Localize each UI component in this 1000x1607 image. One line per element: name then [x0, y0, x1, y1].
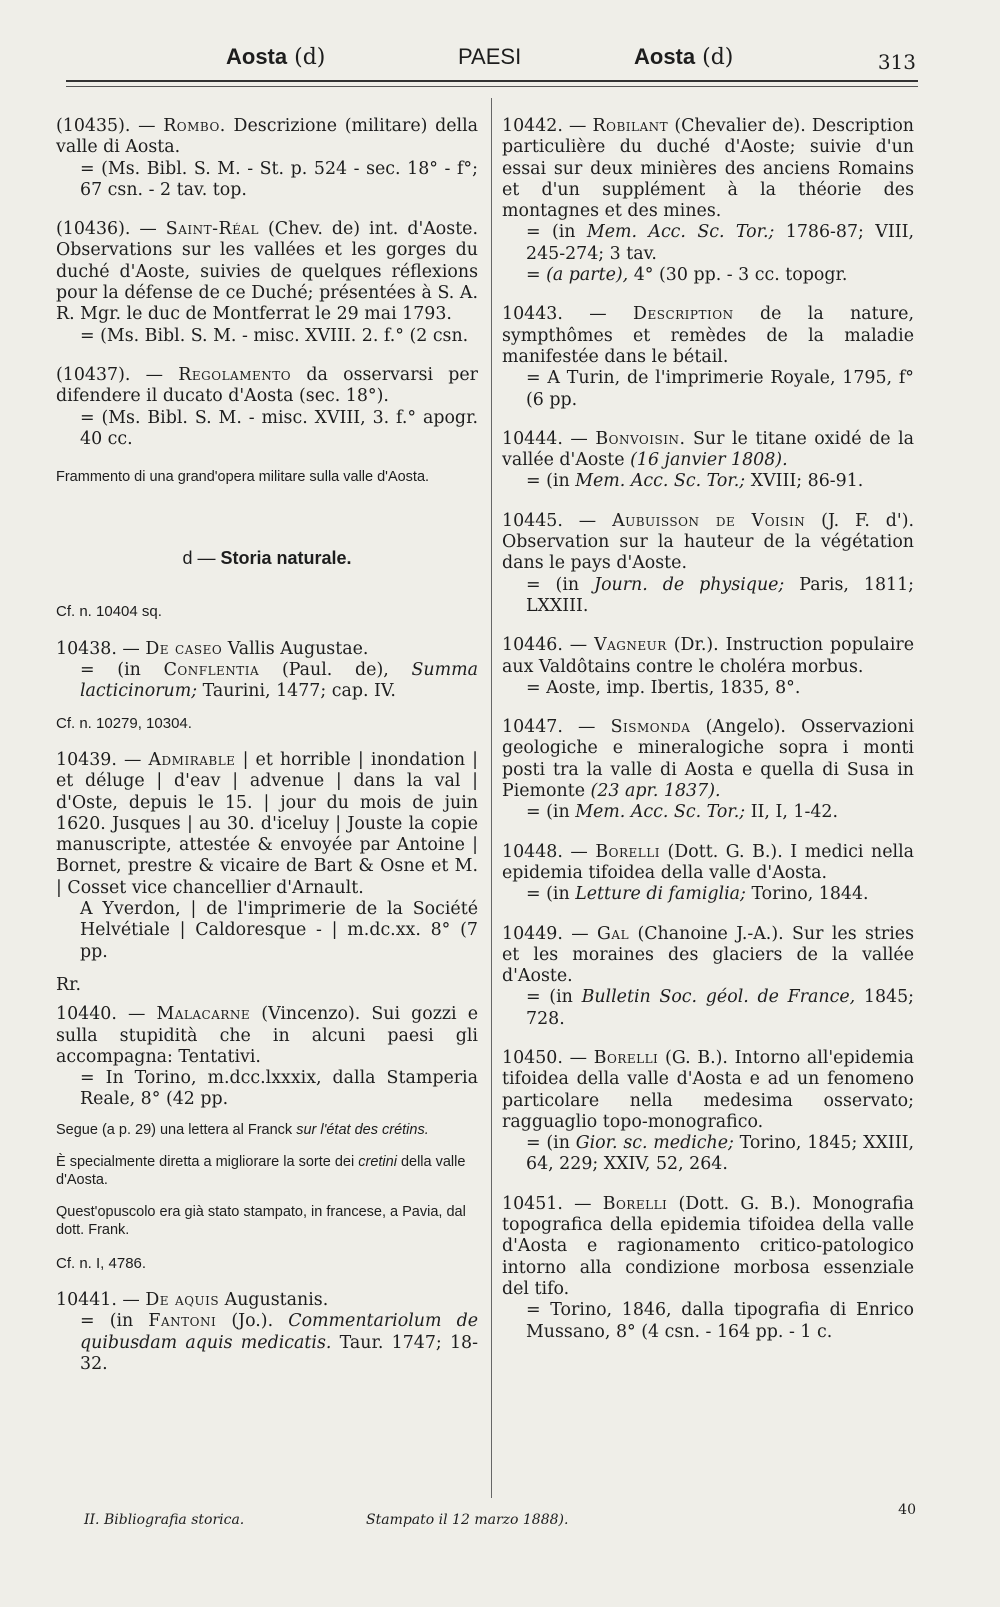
cross-reference: Cf. n. 10404 sq. — [56, 603, 162, 621]
column-divider — [491, 98, 492, 1498]
entry-10440: 10440. — Malacarne (Vincenzo). Sui gozzi e sulla stupidità che in alcuni paesi gli accompagna: Tentativi. = In Torino, m.dcc.lxxxix, dalla Stamperia Reale, 8° (42 pp. — [56, 1004, 478, 1110]
right-column — [502, 116, 914, 1361]
entry-10444: 10444. — Bonvoisin. Sur le titane oxidé de la vallée d'Aoste (16 janvier 1808). = (in Mem. Acc. Sc. Tor.; XVIII; 86-91. — [502, 428, 914, 492]
entry-10445: 10445. — Aubuisson de Voisin (J. F. d'). Observation sur la hauteur de la végétation dans le pays d'Aoste. = (in Journ. de physique; Paris, 1811; LXXIII. — [502, 510, 915, 616]
note-10440-a: Segue (a p. 29) una lettera al Franck sur l'état des crétins. — [56, 1121, 429, 1138]
entry-10449: 10449. — Gal (Chanoine J.-A.). Sur les stries et les moraines des glaciers de la vallée d'Aoste. = (in Bulletin Soc. géol. de France, 1845; 728. — [502, 923, 915, 1029]
left-column — [56, 116, 478, 1393]
header-rule — [66, 80, 918, 87]
footer-print-date: Stampato il 12 marzo 1888). — [366, 1512, 569, 1528]
page-number: 313 — [877, 50, 916, 74]
entry-10441: 10441. — De aquis Augustanis. = (in Fantoni (Jo.). Commentariolum de quibusdam aquis medicatis. Taur. 1747; 18-32. — [56, 1289, 479, 1374]
entry-10451: 10451. — Borelli (Dott. G. B.). Monografia topografica della epidemia tifoidea della valle d'Aosta e ragionamento critico-patologico intorno alla condizione morbosa essenziale del tifo. = Torino, 1846, dalla tipografia di Enrico Mussano, 8° (4 csn. - 164 pp. - 1 c. — [502, 1193, 914, 1342]
entry-10436: (10436). — Saint-Réal (Chev. de) int. d'Aoste. Observations sur les vallées et les gorges du duché d'Aoste, suivies de quelques réflexions pour la défense de ce Duché; présentées à S. A. R. Mgr. le duc de Montferrat le 29 mai 1793. = (Ms. Bibl. S. M. - misc. XVIII. 2. f.° (2 csn. — [56, 219, 479, 346]
entry-10448: 10448. — Borelli (Dott. G. B.). I medici nella epidemia tifoidea della valle d'Aosta. = (in Letture di famiglia; Torino, 1844. — [502, 841, 915, 905]
section-heading: d — Storia naturale. — [182, 548, 352, 569]
entry-10435: (10435). — Rombo. Descrizione (militare) della valle di Aosta. = (Ms. Bibl. S. M. - St. p. 524 - sec. 18° - f°; 67 csn. - 2 tav. top. — [56, 116, 479, 200]
entry-10443: 10443. — Description de la nature, sympthômes et remèdes de la maladie manifestée dans le bétail. = A Turin, de l'imprimerie Royale, 1795, f° (6 pp. — [502, 304, 914, 410]
footer-series: II. Bibliografia storica. — [84, 1512, 245, 1528]
entry-10450: 10450. — Borelli (G. B.). Intorno all'epidemia tifoidea della valle d'Aosta e ad un fenomeno particolare nella medesima osservato; ragguaglio topo-monografico. = (in Gior. sc. mediche; Torino, 1845; XXIII, 64, 229; XXIV, 52, 264. — [502, 1047, 915, 1175]
header-right: Aosta (d) — [634, 44, 734, 70]
entry-10437: (10437). — Regolamento da osservarsi per difendere il ducato d'Aosta (sec. 18°). = (Ms. Bibl. S. M. - misc. XVIII, 3. f.° apogr. 40 cc. — [56, 364, 478, 449]
note-10440-b: È specialmente diretta a migliorare la sorte dei cretini della valle d'Aosta. — [56, 1153, 466, 1188]
note-10437: Frammento di una grand'opera militare sulla valle d'Aosta. — [56, 469, 430, 486]
header-center: PAESI — [458, 44, 522, 69]
cross-reference: Cf. n. 10279, 10304. — [56, 714, 192, 732]
entry-10442: 10442. — Robilant (Chevalier de). Description particulière du duché d'Aoste; suivie d'un essai sur deux minières des anciens Romains et d'un supplément à la théorie des montagnes et des mines. = (in Mem. Acc. Sc. Tor.; 1786-87; VIII, 245-274; 3 tav. = (a parte), 4° (30 pp. - 3 cc. topogr. — [502, 116, 914, 286]
entry-10446: 10446. — Vagneur (Dr.). Instruction populaire aux Valdôtains contre le choléra morbus. = Aoste, imp. Ibertis, 1835, 8°. — [502, 635, 915, 698]
note-10440-c: Quest'opuscolo era già stato stampato, in francese, a Pavia, dal dott. Frank. — [56, 1203, 466, 1238]
entry-10447: 10447. — Sismonda (Angelo). Osservazioni geologiche e mineralogiche sopra i monti posti tra la valle di Aosta e quella di Susa in Piemonte (23 apr. 1837). = (in Mem. Acc. Sc. Tor.; II, I, 1-42. — [502, 717, 915, 823]
entry-10438: 10438. — De caseo Vallis Augustae. = (in Conflentia (Paul. de), Summa lacticinorum; Taurini, 1477; cap. IV. — [56, 638, 478, 702]
header-left: Aosta (d) — [226, 44, 326, 70]
footer-signature: 40 — [898, 1502, 916, 1518]
entry-10439: 10439. — Admirable | et horrible | inondation | et déluge | d'eav | advenue | dans la val | d'Oste, depuis le 15. | jour du mois de juin 1620. Jusques | au 30. d'iceluy | Jouste la copie manuscripte, attestée & envoyée par Antoine | Bornet, prestre & vicaire de Bart & Osne et M. | Cosset vice chancellier d'Arnault. A Yverdon, | de l'imprimerie de la Société Helvétiale | Caldoresque - | m.dc.xx. 8° (7 pp. Rr. — [56, 749, 479, 995]
cross-reference: Cf. n. I, 4786. — [56, 1254, 147, 1272]
